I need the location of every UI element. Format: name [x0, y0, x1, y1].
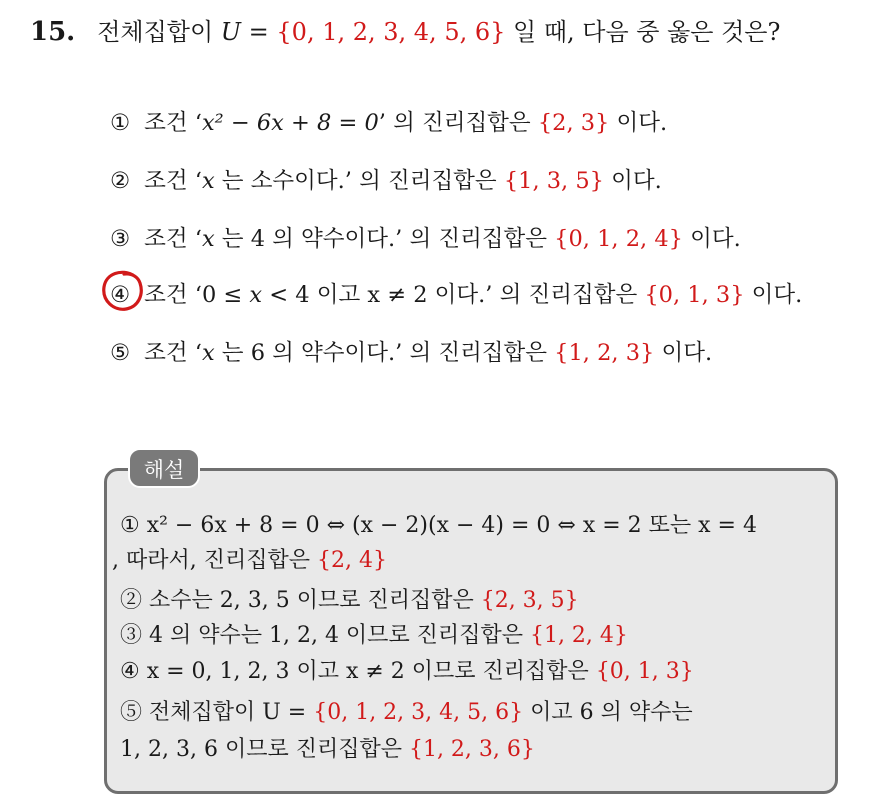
solution-line-7: [120, 732, 535, 763]
option-2-text-c: 이다.: [604, 168, 662, 194]
solution-line-7-text: 1, 2, 3, 6 이므로 진리집합은: [120, 737, 409, 762]
option-1-number: ①: [110, 110, 131, 136]
solution-line-5-text: ④ x = 0, 1, 2, 3 이고 x ≠ 2 이므로 진리집합은: [120, 659, 596, 684]
option-3-text-b: 는 4 의 약수이다.’ 의 진리집합은: [214, 226, 555, 252]
option-4-condition: x: [249, 282, 263, 308]
option-3-set: {0, 1, 2, 4}: [554, 226, 683, 252]
option-3-condition: x: [201, 226, 215, 252]
solution-line-7-set: {1, 2, 3, 6}: [408, 737, 535, 762]
option-2-text-b: 는 소수이다.’ 의 진리집합은: [214, 168, 504, 194]
option-5-number: ⑤: [110, 340, 131, 366]
solution-line-6-tail: 이고 6 의 약수는: [523, 700, 693, 725]
option-4-text-c: 이다.: [744, 282, 803, 308]
option-4[interactable]: [110, 277, 802, 309]
option-4-text-a: 조건 ‘0 ≤: [144, 282, 250, 308]
solution-line-4: [120, 618, 628, 649]
option-5-condition: x: [201, 340, 215, 366]
option-5-text-a: 조건 ‘: [144, 340, 202, 366]
option-2[interactable]: [110, 163, 662, 195]
solution-line-5: [120, 654, 694, 685]
option-2-condition: x: [201, 168, 215, 194]
solution-line-2-set: {2, 4}: [316, 548, 387, 573]
option-3[interactable]: [110, 221, 741, 253]
option-4-text-b: < 4 이고 x ≠ 2 이다.’ 의 진리집합은: [262, 282, 645, 308]
question-header: [30, 12, 780, 47]
option-1-text-a: 조건 ‘: [144, 110, 202, 136]
option-2-text-a: 조건 ‘: [144, 168, 202, 194]
question-prompt-b: =: [241, 18, 277, 46]
option-1-condition: x² − 6x + 8 = 0: [201, 110, 379, 136]
option-5-set: {1, 2, 3}: [554, 340, 655, 366]
option-1-text-c: 이다.: [609, 110, 668, 136]
solution-line-2-text: , 따라서, 진리집합은: [112, 548, 317, 573]
solution-line-3-text: ② 소수는 2, 3, 5 이므로 진리집합은: [120, 588, 481, 613]
solution-line-4-set: {1, 2, 4}: [529, 623, 628, 648]
option-1-set: {2, 3}: [537, 110, 610, 136]
option-2-number: ②: [110, 168, 131, 194]
solution-line-6: [120, 695, 693, 726]
solution-line-3: [120, 583, 579, 614]
option-4-number: ④: [110, 282, 131, 308]
option-5[interactable]: [110, 335, 712, 367]
answer-mark-circle: [100, 269, 146, 313]
question-prompt-c: 일 때, 다음 중 옳은 것은?: [505, 18, 781, 46]
universal-set: {0, 1, 2, 3, 4, 5, 6}: [276, 18, 506, 46]
option-5-text-c: 이다.: [654, 340, 713, 366]
solution-line-6-text: ⑤ 전체집합이 U =: [120, 700, 314, 725]
solution-line-1: ① x² − 6x + 8 = 0 ⇔ (x − 2)(x − 4) = 0 ⇔ x = 2 또는 x = 4: [120, 513, 757, 538]
option-3-text-c: 이다.: [682, 226, 741, 252]
option-2-set: {1, 3, 5}: [503, 168, 604, 194]
question-number: 15.: [30, 17, 76, 47]
solution-line-3-set: {2, 3, 5}: [480, 588, 579, 613]
option-3-number: ③: [110, 226, 131, 252]
solution-line-2: [112, 543, 387, 574]
option-1-text-b: ’ 의 진리집합은: [378, 110, 538, 136]
solution-line-5-set: {0, 1, 3}: [595, 659, 694, 684]
question-prompt-a: 전체집합이: [97, 18, 221, 46]
option-4-set: {0, 1, 3}: [644, 282, 745, 308]
solution-tab: 해설: [128, 448, 200, 488]
solution-line-6-set: {0, 1, 2, 3, 4, 5, 6}: [313, 700, 524, 725]
option-3-text-a: 조건 ‘: [144, 226, 202, 252]
option-1[interactable]: [110, 105, 667, 137]
option-5-text-b: 는 6 의 약수이다.’ 의 진리집합은: [214, 340, 555, 366]
universal-set-variable: U: [220, 18, 242, 46]
solution-line-4-text: ③ 4 의 약수는 1, 2, 4 이므로 진리집합은: [120, 623, 530, 648]
